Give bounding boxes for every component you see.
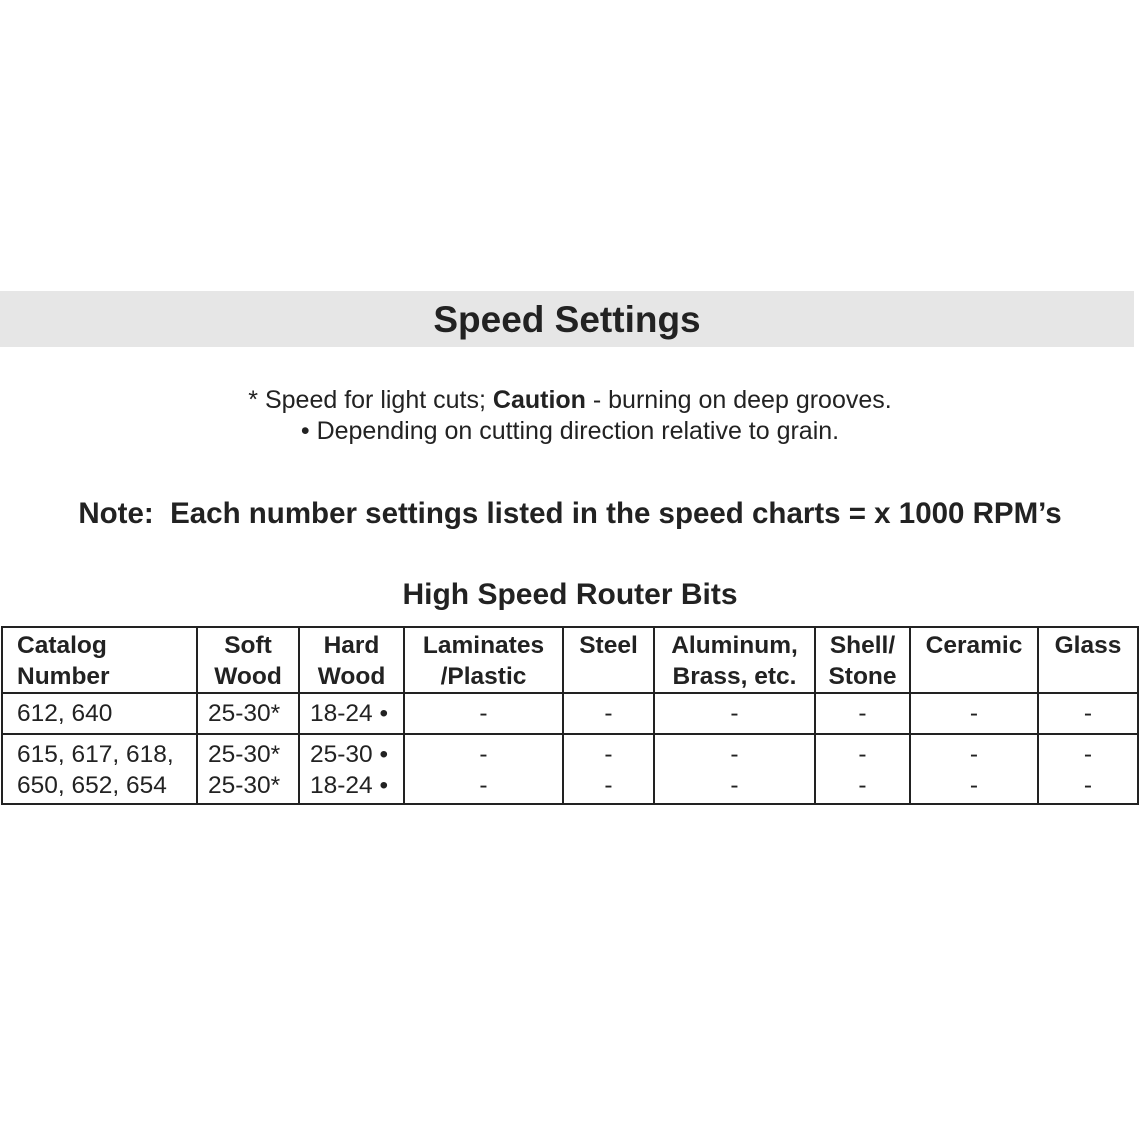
cell-value: - <box>1083 741 1093 768</box>
cell-value: - <box>858 772 867 799</box>
cell-value: - <box>604 700 613 727</box>
header-line: Aluminum, <box>671 632 798 659</box>
cell-value: - <box>604 741 613 768</box>
rpm-note: Note: Each number settings listed in the speed charts = x 1000 RPM’s <box>78 497 1062 530</box>
header-line: Catalog <box>17 632 107 659</box>
cell-value: - <box>730 772 739 799</box>
header-line: Ceramic <box>925 632 1023 659</box>
header-line: Wood <box>317 663 386 690</box>
cell-value: 615, 617, 618, <box>17 741 174 768</box>
cell-shell-stone <box>815 734 910 804</box>
cell-value: - <box>969 741 979 768</box>
table-row <box>2 734 1138 804</box>
footnote-speed-prefix: * Speed for light cuts; <box>248 386 493 414</box>
header-line: Number <box>17 663 110 690</box>
title-banner <box>0 291 1134 347</box>
cell-value: - <box>1083 772 1093 799</box>
cell-laminates <box>404 734 563 804</box>
cell-value: 25-30 • <box>310 741 389 768</box>
table-header-row <box>2 627 1138 693</box>
table-title: High Speed Router Bits <box>402 578 738 611</box>
cell-ceramic <box>910 734 1038 804</box>
cell-soft-wood <box>197 693 299 734</box>
header-laminates-plastic <box>404 627 563 693</box>
header-steel <box>563 627 654 693</box>
header-line: Hard <box>323 632 380 659</box>
cell-value: - <box>1083 700 1093 727</box>
table-row <box>2 693 1138 734</box>
header-soft-wood <box>197 627 299 693</box>
header-line: Stone <box>828 663 897 690</box>
cell-laminates <box>404 693 563 734</box>
cell-shell-stone <box>815 693 910 734</box>
cell-value: - <box>969 700 979 727</box>
header-glass <box>1038 627 1138 693</box>
footnote-speed-suffix: - burning on deep grooves. <box>585 386 892 414</box>
cell-value: 612, 640 <box>17 700 113 727</box>
speed-settings-table <box>1 626 1139 805</box>
cell-catalog-number <box>2 734 197 804</box>
cell-glass <box>1038 734 1138 804</box>
cell-hard-wood <box>299 734 404 804</box>
cell-hard-wood <box>299 693 404 734</box>
cell-value: 18-24 • <box>310 772 389 799</box>
header-hard-wood <box>299 627 404 693</box>
cell-value: - <box>858 700 867 727</box>
header-aluminum-brass <box>654 627 815 693</box>
header-ceramic <box>910 627 1038 693</box>
header-line: Steel <box>579 632 638 659</box>
cell-value: - <box>604 772 613 799</box>
cell-value: - <box>730 741 739 768</box>
cell-value: - <box>479 772 488 799</box>
footnotes <box>0 385 1140 447</box>
cell-value: - <box>730 700 739 727</box>
footnote-caution-label: Caution <box>492 386 586 414</box>
page-title: Speed Settings <box>433 299 701 340</box>
header-line: Brass, etc. <box>672 663 797 690</box>
header-line: Shell/ <box>829 632 896 659</box>
footnote-speed-caution <box>0 385 1140 416</box>
cell-catalog-number <box>2 693 197 734</box>
cell-steel <box>563 734 654 804</box>
header-line: Wood <box>214 663 282 690</box>
cell-ceramic <box>910 693 1038 734</box>
cell-value: - <box>479 741 488 768</box>
cell-value: 25-30* <box>208 741 281 768</box>
cell-glass <box>1038 693 1138 734</box>
header-line: Soft <box>224 632 272 659</box>
cell-value: - <box>479 700 488 727</box>
header-catalog-number <box>2 627 197 693</box>
header-line: Laminates <box>422 632 545 659</box>
header-line: Glass <box>1054 632 1122 659</box>
header-line: /Plastic <box>440 663 527 690</box>
cell-value: 25-30* <box>208 772 281 799</box>
cell-soft-wood <box>197 734 299 804</box>
cell-value: 18-24 • <box>310 700 389 727</box>
cell-value: - <box>969 772 979 799</box>
cell-steel <box>563 693 654 734</box>
cell-value: 25-30* <box>208 700 281 727</box>
cell-aluminum <box>654 734 815 804</box>
cell-value: 650, 652, 654 <box>17 772 167 799</box>
header-shell-stone <box>815 627 910 693</box>
cell-aluminum <box>654 693 815 734</box>
footnote-grain-direction: • Depending on cutting direction relative to grain. <box>300 417 840 445</box>
cell-value: - <box>858 741 867 768</box>
